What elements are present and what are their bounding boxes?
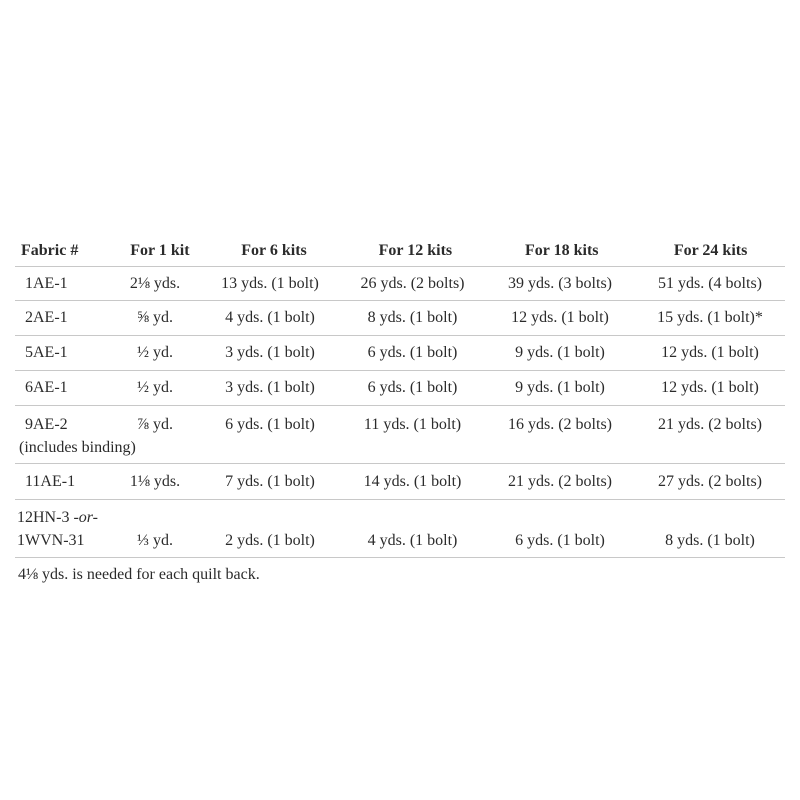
header-18-kits: For 18 kits (525, 242, 599, 259)
kit12-value: 14 yds. (1 bolt) (363, 472, 462, 490)
kit18-value: 9 yds. (1 bolt) (515, 379, 605, 396)
kit1-value: ⅓ yd. (137, 532, 173, 549)
kit18-value: 16 yds. (2 bolts) (508, 416, 612, 433)
header-1-kit: For 1 kit (130, 242, 190, 259)
kit24-value: 27 yds. (2 bolts) (658, 472, 762, 490)
header-fabric: Fabric # (21, 242, 79, 259)
kit6-value: 13 yds. (1 bolt) (221, 274, 319, 292)
kit18-value: 9 yds. (1 bolt) (515, 344, 605, 361)
kit12-value: 6 yds. (1 bolt) (367, 379, 458, 396)
kit6-value: 4 yds. (1 bolt) (225, 309, 315, 326)
table-row (15, 266, 785, 301)
fabric-code: 2AE-1 (25, 309, 68, 326)
yardage-table (15, 236, 785, 558)
kit6-value: 6 yds. (1 bolt) (225, 416, 315, 433)
table-row (15, 336, 785, 371)
fabric-code: 1AE-1 (25, 274, 68, 292)
kit12-value: 26 yds. (2 bolts) (360, 274, 465, 292)
kit12-value: 6 yds. (1 bolt) (367, 344, 458, 361)
kit1-value: ⅞ yd. (137, 416, 173, 433)
kit18-value: 12 yds. (1 bolt) (511, 309, 609, 326)
table-row (15, 464, 785, 500)
kit24-value: 12 yds. (1 bolt) (661, 344, 759, 361)
kit18-value: 6 yds. (1 bolt) (515, 532, 605, 549)
kit6-value: 3 yds. (1 bolt) (225, 344, 315, 361)
table-row (15, 500, 785, 558)
fabric-code-b: 1WVN-31 (17, 532, 85, 549)
kit1-value: ½ yd. (137, 379, 173, 396)
table-row (15, 371, 785, 406)
fabric-code: 9AE-2 (25, 416, 68, 433)
kit12-value: 4 yds. (1 bolt) (367, 532, 458, 549)
header-12-kits: For 12 kits (378, 242, 453, 259)
kit6-value: 3 yds. (1 bolt) (225, 379, 315, 396)
kit12-value: 11 yds. (1 bolt) (363, 416, 462, 433)
fabric-code: 11AE-1 (25, 472, 76, 490)
kit24-value: 12 yds. (1 bolt) (661, 379, 759, 396)
kit18-value: 21 yds. (2 bolts) (508, 472, 612, 490)
kit24-value: 51 yds. (4 bolts) (658, 274, 762, 292)
kit1-value: ½ yd. (137, 344, 173, 361)
table-header-row (15, 236, 785, 266)
fabric-code-a: 12HN-3 (17, 509, 70, 526)
table-row (15, 301, 785, 336)
kit1-value: ⅝ yd. (137, 309, 173, 326)
kit1-value: 2⅛ yds. (129, 274, 181, 292)
kit24-value: 21 yds. (2 bolts) (658, 416, 762, 433)
fabric-note: (includes binding) (19, 439, 136, 456)
table-row (15, 406, 785, 464)
fabric-code-line1 (17, 506, 110, 529)
header-24-kits: For 24 kits (673, 242, 748, 259)
kit18-value: 39 yds. (3 bolts) (508, 274, 612, 292)
fabric-code: 6AE-1 (25, 379, 68, 396)
fabric-cell (15, 406, 136, 463)
fabric-or: -or- (73, 509, 98, 526)
footnote: 4⅛ yds. is needed for each quilt back. (18, 566, 260, 583)
kit1-value: 1⅛ yds. (129, 472, 181, 490)
kit6-value: 7 yds. (1 bolt) (225, 472, 315, 490)
fabric-cell (15, 500, 110, 557)
kit12-value: 8 yds. (1 bolt) (367, 309, 458, 326)
kit24-value: 15 yds. (1 bolt)* (657, 309, 763, 326)
header-6-kits: For 6 kits (241, 242, 307, 259)
kit24-value: 8 yds. (1 bolt) (665, 532, 755, 549)
kit6-value: 2 yds. (1 bolt) (225, 532, 315, 549)
fabric-code: 5AE-1 (25, 344, 68, 361)
